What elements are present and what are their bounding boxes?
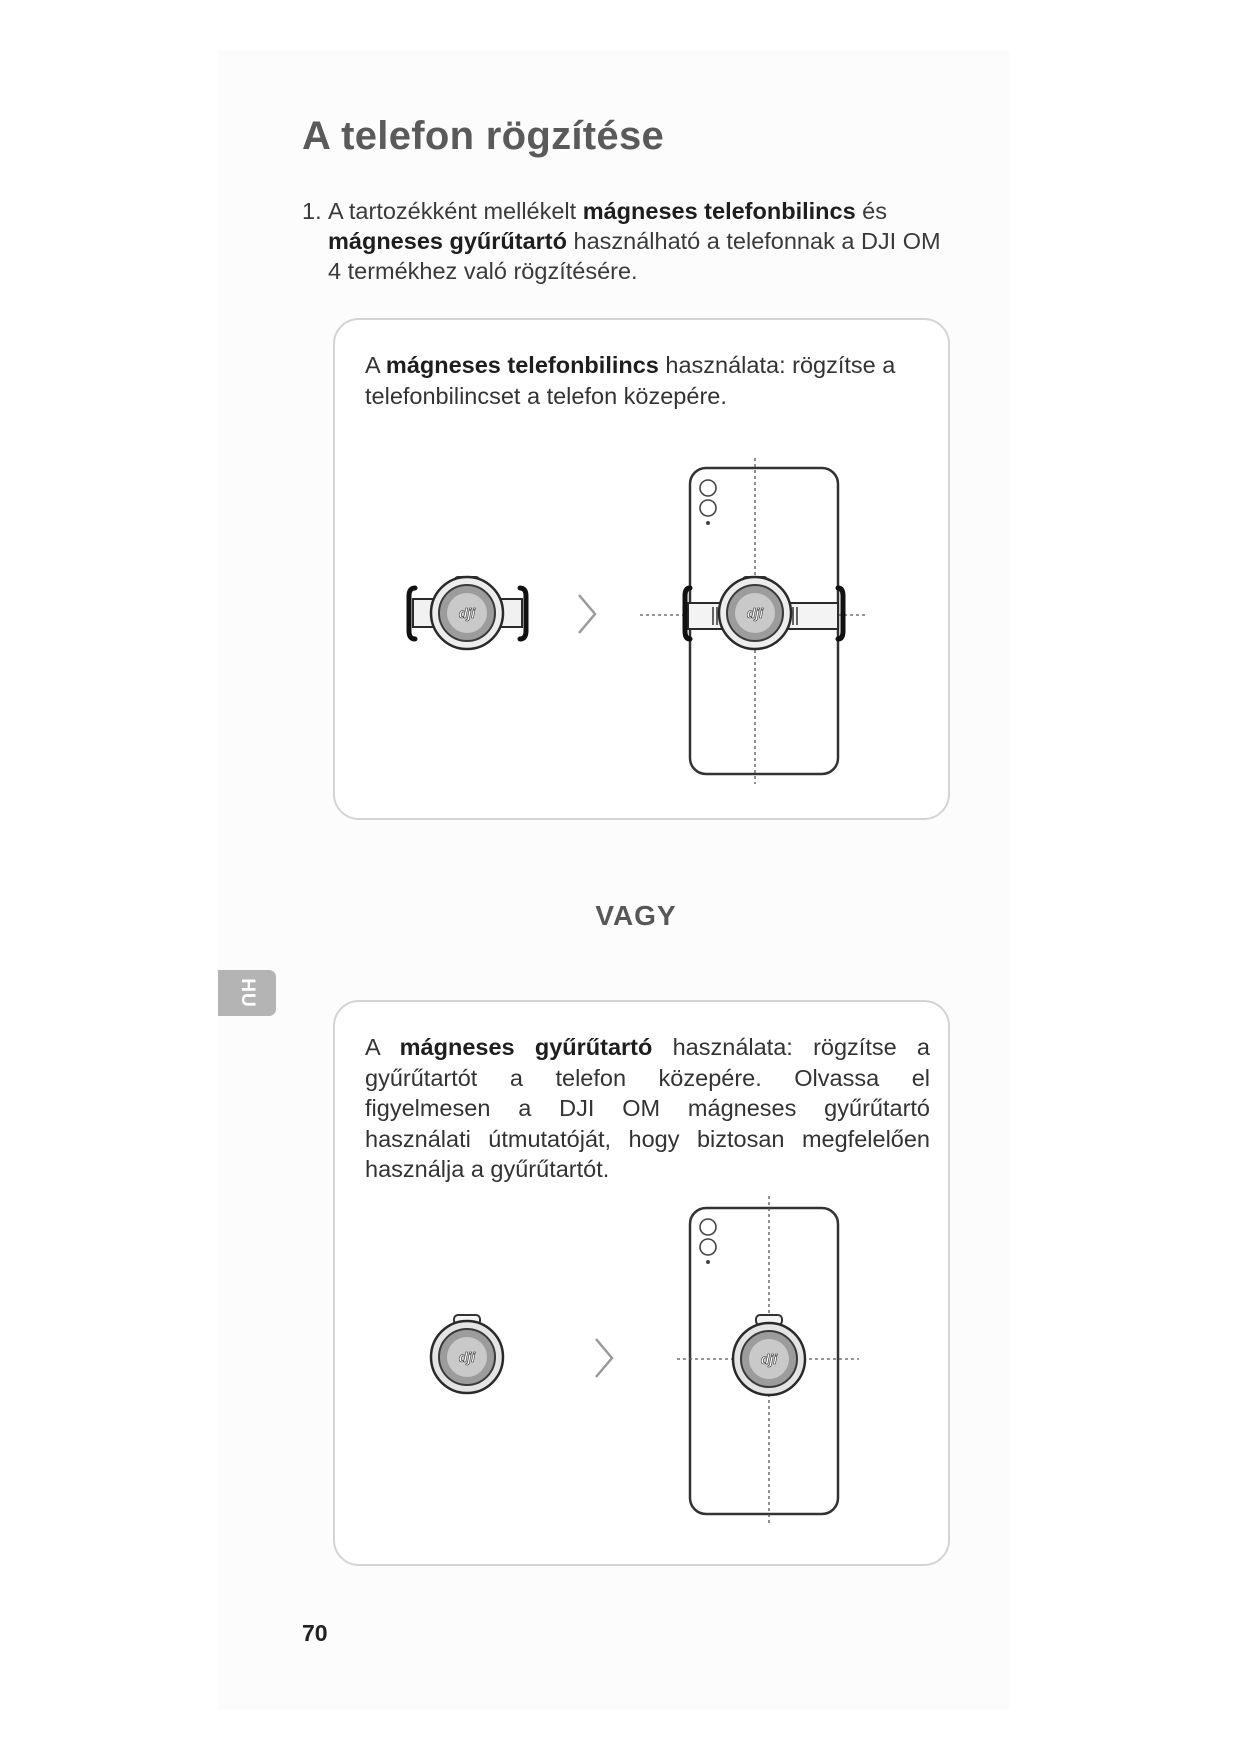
clamp-text-part-2: használata: rögzítse a telefonbilincset a telefon közepére. bbox=[365, 352, 896, 409]
step-text-part-3: használható a telefonnak a DJI OM 4 termékhez való rögzítésére. bbox=[328, 228, 941, 284]
page-number: 70 bbox=[302, 1620, 328, 1646]
page-title: A telefon rögzítése bbox=[302, 114, 665, 158]
phone-ring-logo-text: dji bbox=[760, 1351, 778, 1367]
chevron-right-icon bbox=[579, 595, 595, 633]
phone-with-ring-icon bbox=[677, 1196, 859, 1524]
step-text bbox=[302, 196, 950, 286]
ring-bold-term: mágneses gyűrűtartó bbox=[399, 1034, 653, 1060]
clamp-instruction-card bbox=[333, 318, 950, 820]
ring-holder-icon bbox=[431, 1315, 503, 1393]
step-bold-ring: mágneses gyűrűtartó bbox=[328, 228, 567, 254]
step-text-part-2: és bbox=[855, 198, 888, 224]
ring-instruction-card bbox=[333, 1000, 950, 1566]
language-tab bbox=[218, 970, 276, 1016]
clamp-bold-term: mágneses telefonbilincs bbox=[385, 352, 659, 378]
clamp-logo-text: dji bbox=[458, 605, 476, 621]
step-1 bbox=[302, 196, 950, 286]
chevron-right-icon bbox=[596, 1339, 612, 1377]
clamp-text-part-1: A bbox=[365, 352, 386, 378]
language-tab-label: HU bbox=[237, 978, 258, 1008]
phone-clamp-icon bbox=[409, 577, 526, 649]
ring-logo-text: dji bbox=[458, 1349, 476, 1365]
or-separator: VAGY bbox=[595, 900, 677, 931]
clamp-illustration bbox=[335, 320, 948, 818]
step-number: 1. bbox=[302, 198, 322, 224]
step-text-part-1: A tartozékként mellékelt bbox=[328, 198, 583, 224]
ring-text-part-1: A bbox=[365, 1034, 400, 1060]
ring-text-part-2: használata: rögzítse a gyűrűtartót a telefon közepére. Olvassa el figyelmesen a DJI OM mágneses gyűrűtartó használati útmutatóját, hogy biztosan megfelelően használja a gyűrűtartót. bbox=[365, 1034, 930, 1182]
step-bold-clamp: mágneses telefonbilincs bbox=[582, 198, 856, 224]
ring-illustration bbox=[335, 1002, 948, 1564]
phone-with-clamp-icon bbox=[640, 458, 865, 784]
phone-clamp-logo-text: dji bbox=[746, 605, 764, 621]
